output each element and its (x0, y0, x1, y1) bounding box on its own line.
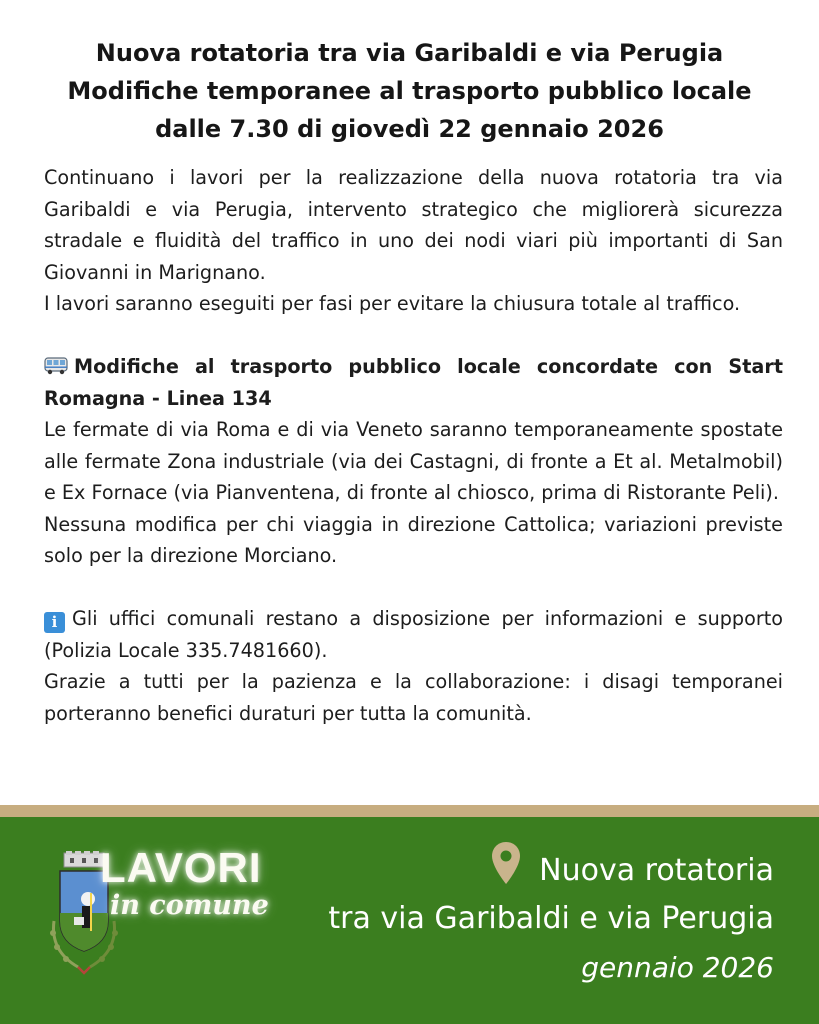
footer-banner (0, 817, 819, 1024)
footer-title-line-2: tra via Garibaldi e via Perugia (328, 901, 774, 936)
title-line-1: Nuova rotatoria tra via Garibaldi e via Perugia (95, 39, 724, 67)
transport-paragraph: Le fermate di via Roma e di via Veneto saranno temporaneamente spostate alle fermate Zona industriale (via dei Castagni, di fronte a Et al. Metalmobil) e Ex Fornace (via Pianventena, di fronte al chiosco, prima di Ristorante Peli). (44, 418, 783, 504)
intro-paragraph: Continuano i lavori per la realizzazione della nuova rotatoria tra via Garibaldi e via Perugia, intervento strategico che migliorerà sicurezza stradale e fluidità del traffico in uno dei nodi viari più importanti di San Giovanni in Marignano. (44, 166, 783, 284)
info-paragraph-wrap (44, 603, 783, 666)
announcement-body (44, 162, 783, 729)
title-line-3: dalle 7.30 di giovedì 22 gennaio 2026 (155, 115, 664, 143)
map-pin-icon (491, 841, 521, 885)
footer-date: gennaio 2026 (581, 951, 774, 984)
transport-note: Nessuna modifica per chi viaggia in direzione Cattolica; variazioni previste solo per la direzione Morciano. (44, 512, 783, 567)
transport-title: Modifiche al trasporto pubblico locale concordate con Start Romagna - Linea 134 (44, 355, 783, 410)
bus-icon (44, 357, 68, 375)
logo-word-lavori: LAVORI (100, 844, 262, 891)
info-icon: i (44, 612, 65, 633)
title-line-2: Modifiche temporanee al trasporto pubblico locale (67, 77, 752, 105)
intro-note: I lavori saranno eseguiti per fasi per evitare la chiusura totale al traffico. (44, 292, 741, 315)
page-title (40, 34, 779, 148)
transport-heading (44, 351, 783, 414)
info-paragraph: Gli uffici comunali restano a disposizione per informazioni e supporto (Polizia Locale 335.7481660). (44, 607, 783, 662)
closing-paragraph: Grazie a tutti per la pazienza e la collaborazione: i disagi temporanei porteranno benefici duraturi per tutta la comunità. (44, 670, 783, 725)
footer-title-line-1: Nuova rotatoria (539, 853, 774, 888)
logo-word-in-comune: in comune (110, 890, 269, 921)
gold-divider (0, 805, 819, 817)
